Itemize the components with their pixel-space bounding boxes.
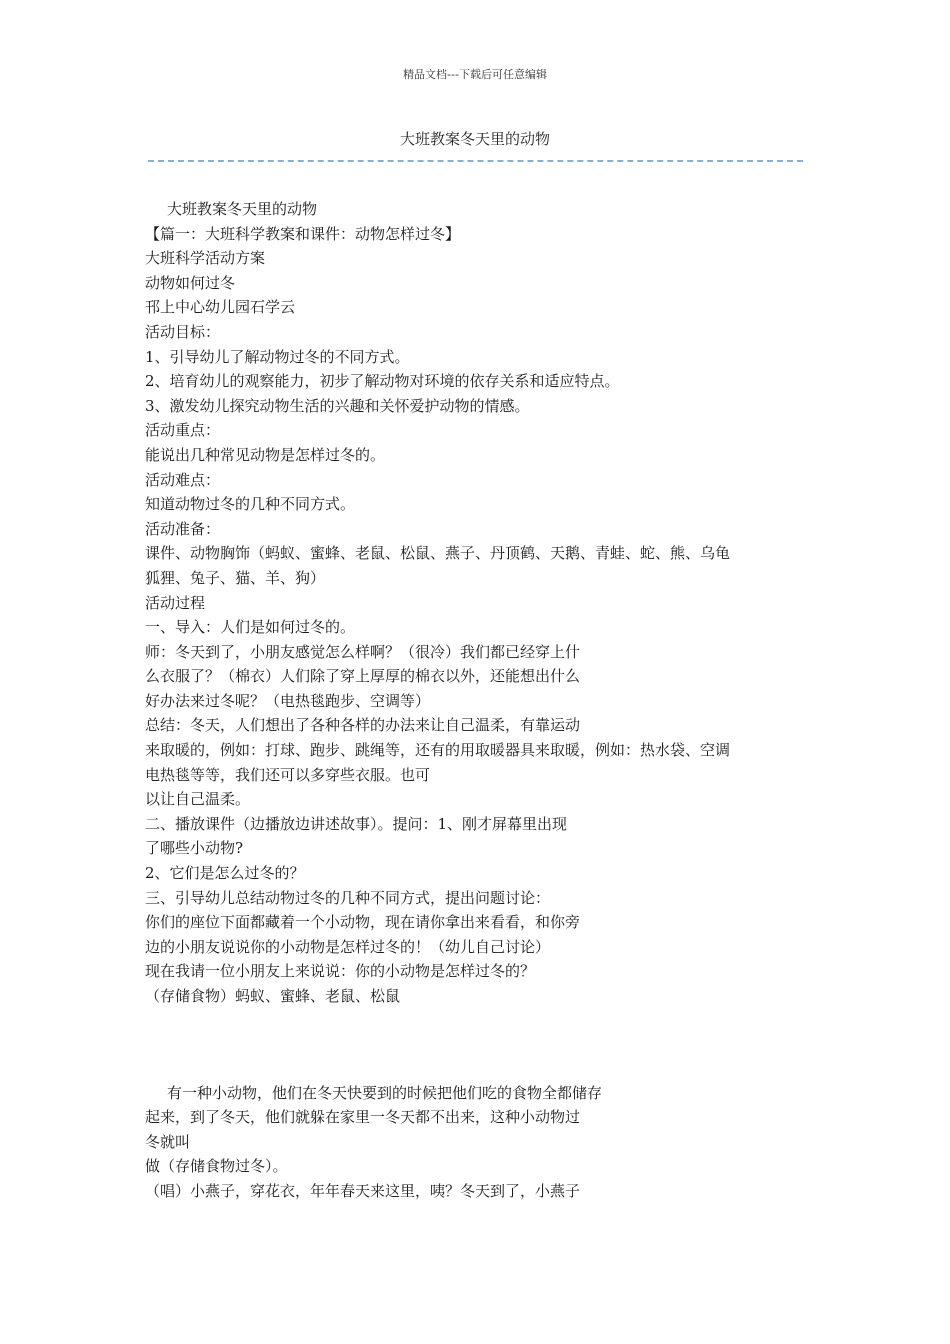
paragraph-line: （唱）小燕子，穿花衣，年年春天来这里，咦？冬天到了，小燕子 (145, 1181, 581, 1200)
paragraph-line: 2、培育幼儿的观察能力，初步了解动物对环境的依存关系和适应特点。 (145, 372, 620, 391)
paragraph-line: 了哪些小动物? (145, 839, 244, 858)
paragraph-line: 师：冬天到了，小朋友感觉怎么样啊？（很冷）我们都已经穿上什 (145, 642, 581, 661)
document-title: 大班教案冬天里的动物 (399, 130, 550, 148)
paragraph-line: 好办法来过冬呢？（电热毯跑步、空调等） (145, 691, 431, 710)
page-header-note: 精品文档---下载后可任意编辑 (403, 68, 547, 81)
paragraph-line: 有一种小动物，他们在冬天快要到的时候把他们吃的食物全都储存 (167, 1083, 603, 1102)
paragraph-line: 活动目标： (145, 322, 221, 341)
paragraph-line: （存储食物）蚂蚁、蜜蜂、老鼠、松鼠 (145, 987, 401, 1005)
paragraph-line: 么衣服了？（棉衣）人们除了穿上厚厚的棉衣以外，还能想出什么 (145, 667, 581, 686)
paragraph-line: 能说出几种常见动物是怎样过冬的。 (145, 445, 386, 464)
paragraph-line: 你们的座位下面都藏着一个小动物，现在请你拿出来看看，和你旁 (145, 913, 581, 932)
body-section-2 (145, 1081, 815, 1204)
paragraph-line: 1、引导幼儿了解动物过冬的不同方式。 (145, 347, 410, 366)
body-section-1 (145, 197, 815, 1009)
document-body (145, 197, 815, 1204)
paragraph-line: 以让自己温柔。 (145, 790, 251, 809)
paragraph-line: 知道动物过冬的几种不同方式。 (145, 495, 356, 514)
paragraph-line: 来取暖的，例如：打球、跑步、跳绳等，还有的用取暖器具来取暖，例如：热水袋、空调 (145, 741, 731, 760)
paragraph-line: 邗上中心幼儿园石学云 (145, 298, 296, 317)
paragraph-line: 电热毯等等，我们还可以多穿些衣服。也可 (145, 765, 431, 784)
paragraph-line: 【篇一：大班科学教案和课件：动物怎样过冬】 (145, 224, 461, 243)
paragraph-line: 活动难点： (145, 470, 221, 489)
paragraph-line: 三、引导幼儿总结动物过冬的几种不同方式，提出问题讨论： (145, 888, 551, 907)
paragraph-line: 3、激发幼儿探究动物生活的兴趣和关怀爱护动物的情感。 (145, 396, 530, 415)
paragraph-line: 做（存储食物过冬）。 (145, 1157, 288, 1176)
paragraph-line: 起来，到了冬天，他们就躲在家里一冬天都不出来，这种小动物过 (145, 1108, 581, 1127)
paragraph-line: 动物如何过冬 (145, 273, 236, 292)
paragraph-line: 活动准备： (145, 519, 221, 538)
paragraph-line: 课件、动物胸饰（蚂蚁、蜜蜂、老鼠、松鼠、燕子、丹顶鹤、天鹅、青蛙、蛇、熊、乌龟 (145, 544, 731, 563)
paragraph-line: 冬就叫 (145, 1132, 191, 1151)
paragraph-line: 总结：冬天，人们想出了各种各样的办法来让自己温柔，有靠运动 (145, 716, 581, 735)
section-gap (145, 1009, 815, 1081)
paragraph-line: 活动过程 (145, 593, 206, 612)
paragraph-line: 现在我请一位小朋友上来说说：你的小动物是怎样过冬的？ (145, 962, 536, 981)
paragraph-line: 狐狸、兔子、猫、羊、狗） (145, 568, 326, 587)
title-divider (148, 160, 803, 162)
paragraph-line: 边的小朋友说说你的小动物是怎样过冬的！（幼儿自己讨论） (145, 937, 551, 956)
paragraph-line: 一、导入：人们是如何过冬的。 (145, 618, 356, 637)
paragraph-line: 活动重点： (145, 421, 221, 440)
paragraph-line: 大班教案冬天里的动物 (167, 200, 318, 218)
paragraph-line: 2、它们是怎么过冬的？ (145, 864, 305, 883)
paragraph-line: 大班科学活动方案 (145, 249, 266, 268)
paragraph-line: 二、播放课件（边播放边讲述故事）。提问：1、刚才屏幕里出现 (145, 814, 568, 833)
